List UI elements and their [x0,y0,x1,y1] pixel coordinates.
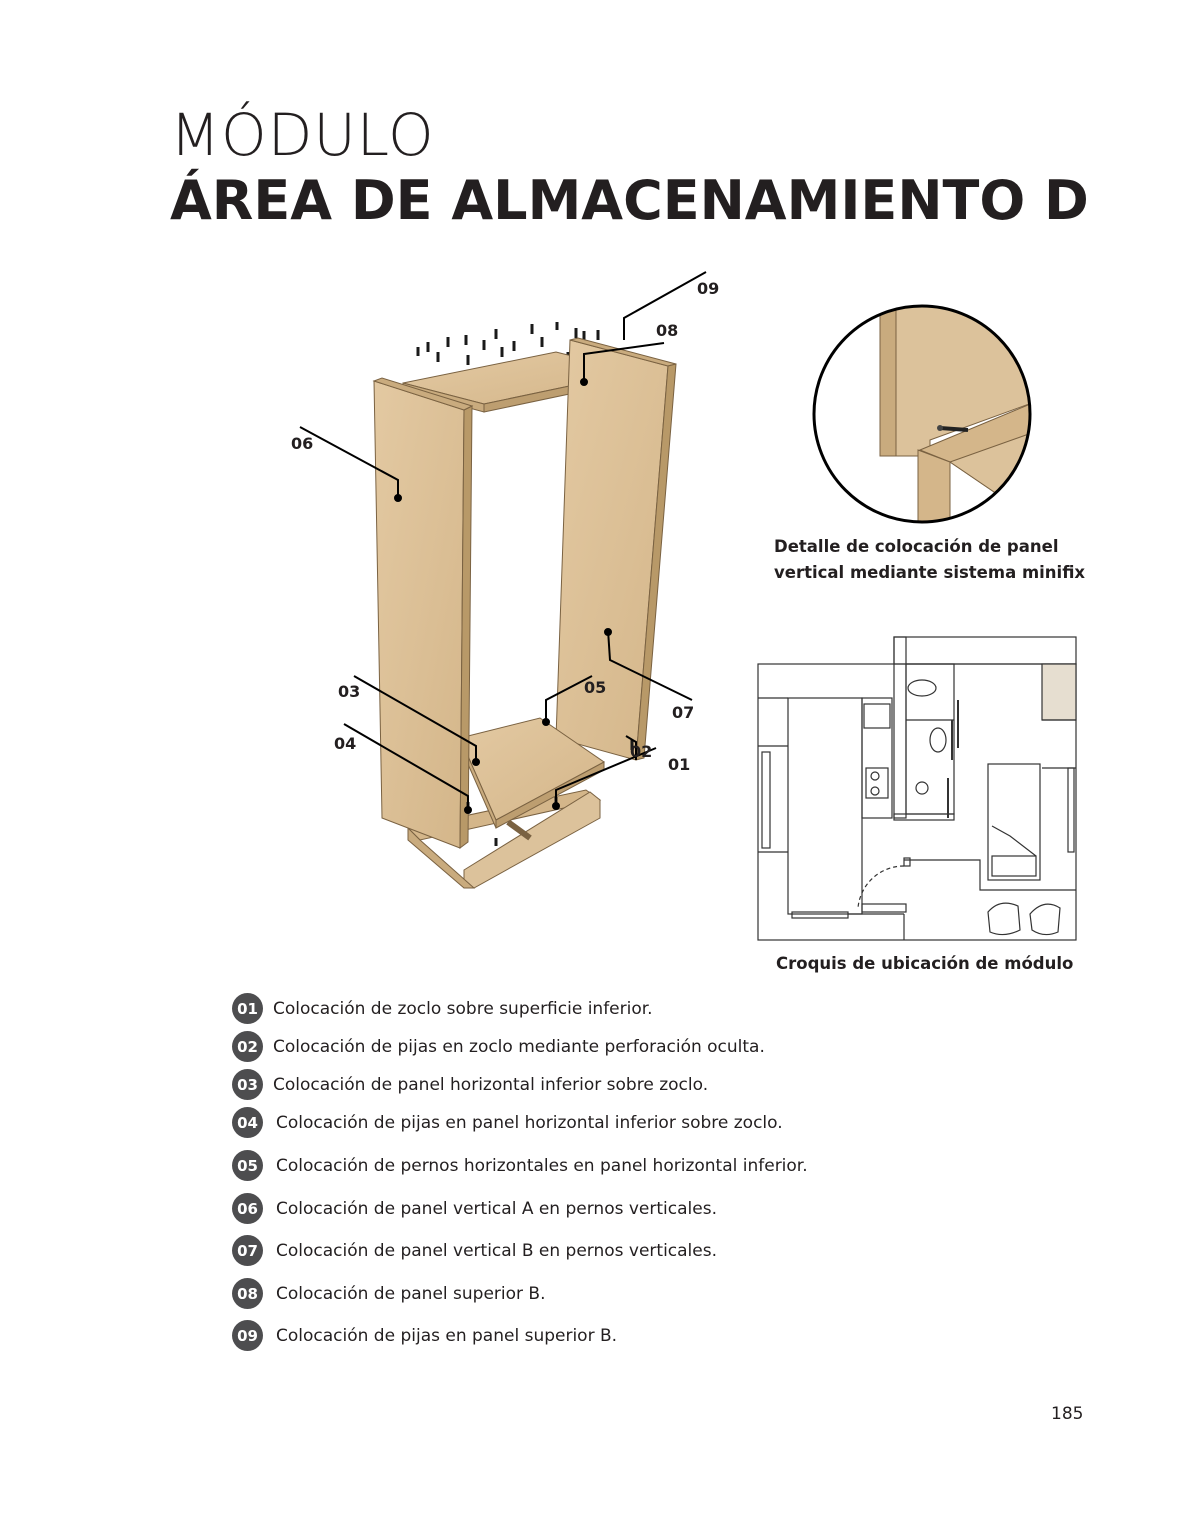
step-number-badge: 07 [232,1235,263,1266]
step-text: Colocación de panel superior B. [276,1283,546,1304]
callout-05: 05 [584,678,607,697]
step-item [232,993,653,1024]
step-text: Colocación de pijas en panel superior B. [276,1325,618,1346]
step-number-badge: 02 [232,1031,263,1062]
minifix-detail [800,300,1050,540]
vertical-panel-b [556,338,676,760]
step-text: Colocación de panel vertical A en pernos verticales. [276,1198,717,1219]
step-item [232,1278,546,1309]
step-text: Colocación de pijas en zoclo mediante perforación oculta. [273,1036,765,1057]
callout-04: 04 [334,734,357,753]
step-number-badge: 01 [232,993,263,1024]
step-item [232,1150,808,1181]
callout-03: 03 [338,682,361,701]
callout-09: 09 [697,279,720,298]
vertical-panel-a [374,378,472,848]
step-item [232,1069,708,1100]
step-item [232,1031,765,1062]
step-number-badge: 04 [232,1107,263,1138]
page-title-line1: MÓDULO [170,101,435,169]
callout-07: 07 [672,703,695,722]
step-number-badge: 08 [232,1278,263,1309]
page-title-line2: ÁREA DE ALMACENAMIENTO D [170,169,1089,232]
step-text: Colocación de panel horizontal inferior sobre zoclo. [273,1074,709,1095]
step-number-badge: 03 [232,1069,263,1100]
step-item [232,1320,617,1351]
callout-06: 06 [291,434,314,453]
location-caption: Croquis de ubicación de módulo [776,954,1074,973]
step-number-badge: 06 [232,1193,263,1224]
callout-08: 08 [656,321,679,340]
step-text: Colocación de panel vertical B en pernos verticales. [276,1240,718,1261]
step-item [232,1193,717,1224]
detail-caption-line1: Detalle de colocación de panel [774,537,1059,556]
callout-01: 01 [668,755,691,774]
detail-caption [774,534,1085,586]
step-text: Colocación de zoclo sobre superficie inferior. [273,998,653,1019]
step-text: Colocación de pernos horizontales en panel horizontal inferior. [276,1155,808,1176]
step-number-badge: 09 [232,1320,263,1351]
callout-02: 02 [630,742,653,761]
page-number: 185 [1051,1404,1084,1424]
detail-caption-line2: vertical mediante sistema minifix [774,563,1086,582]
step-item [232,1235,717,1266]
step-number-badge: 05 [232,1150,263,1181]
floor-plan-sketch [758,637,1076,940]
step-item [232,1107,783,1138]
step-text: Colocación de pijas en panel horizontal inferior sobre zoclo. [276,1112,783,1133]
